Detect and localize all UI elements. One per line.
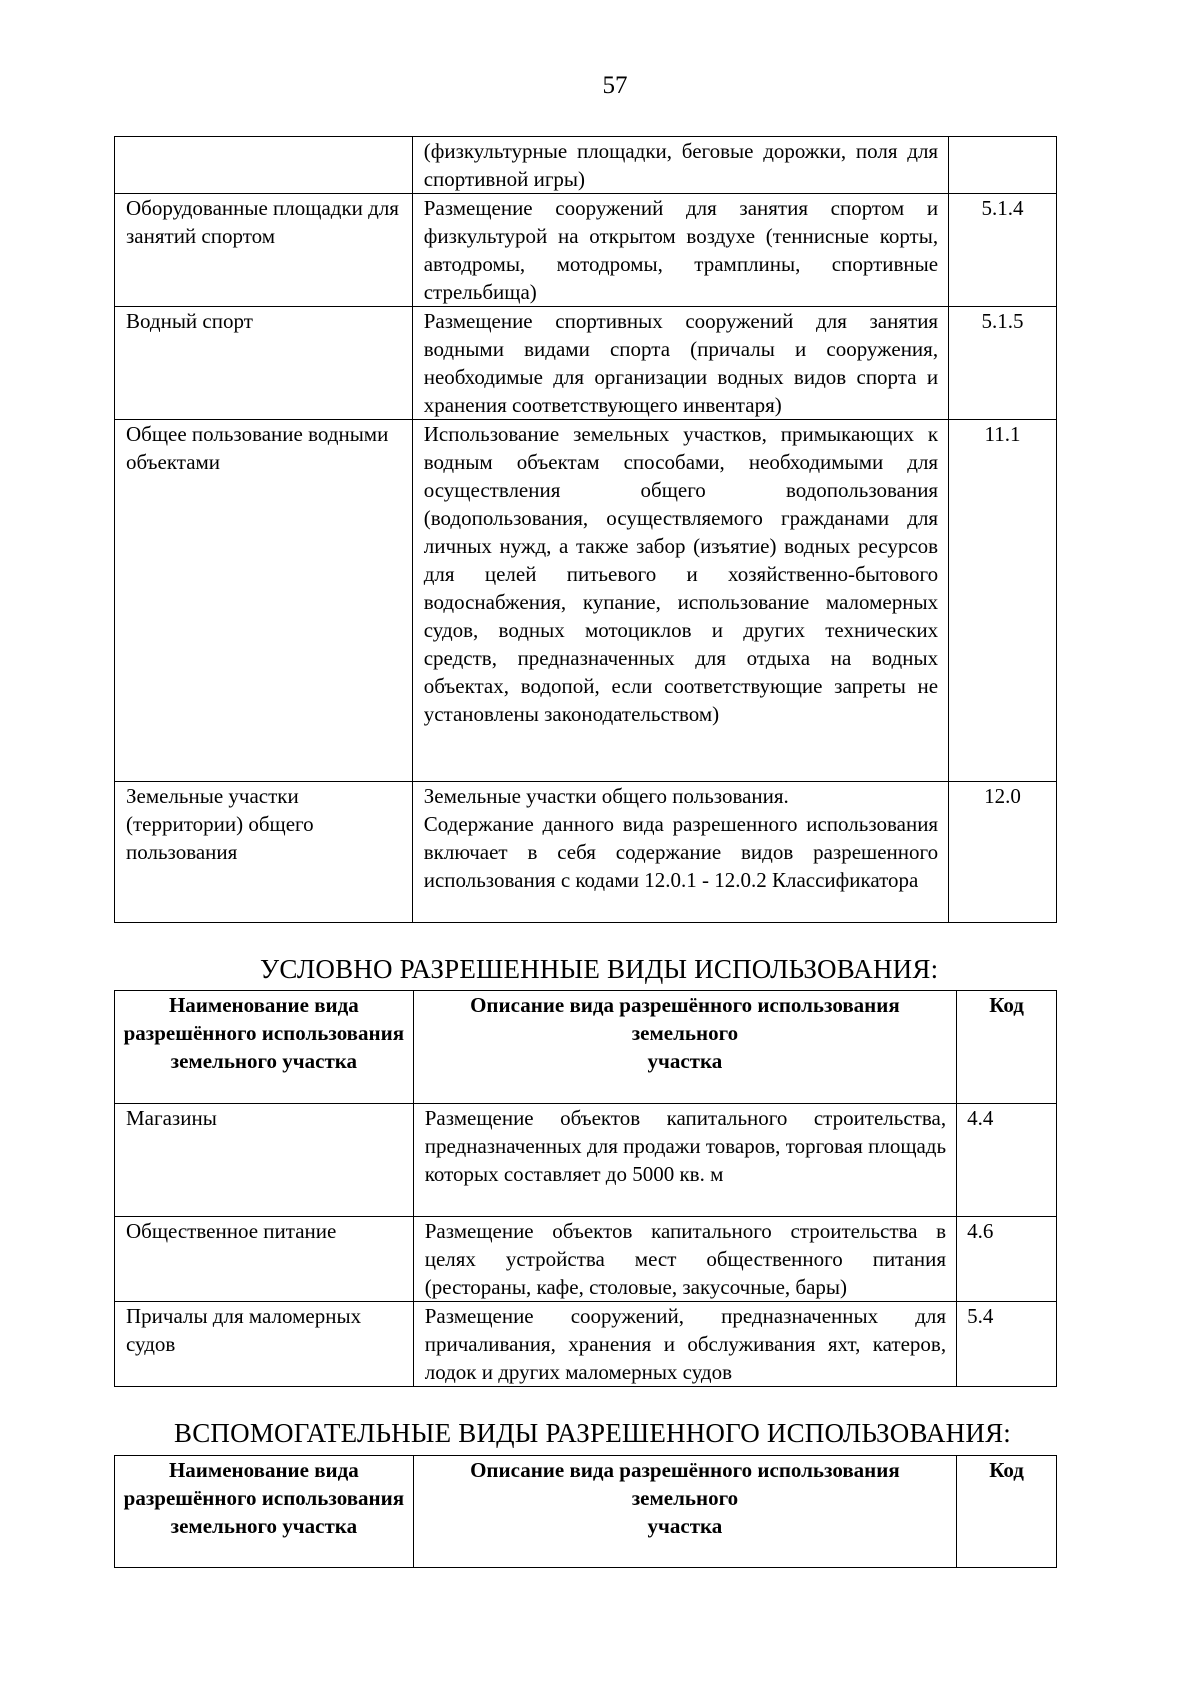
conditional-table [114,990,1057,1387]
use-description: Размещение объектов капитального строительства, предназначенных для продажи товаров, торговая площадь которых составляет до 5000 кв. м [413,1104,956,1217]
use-code: 5.1.4 [949,194,1057,307]
use-name: Земельные участки (территории) общего пользования [115,782,413,923]
use-description-line: Содержание данного вида разрешенного использования включает в себя содержание видов разрешенного использования с кодами 12.0.1 - 12.0.2 Классификатора [423,812,939,892]
header-code: Код [957,991,1057,1104]
use-description-line: Земельные участки общего пользования. [423,784,789,808]
table-header-row [115,991,1057,1104]
table-row [115,420,1057,782]
header-name: Наименование вида разрешённого использования земельного участка [115,991,414,1104]
header-code: Код [957,1456,1057,1568]
use-code: 4.4 [957,1104,1057,1217]
header-description [413,991,956,1104]
use-name: Водный спорт [115,307,413,420]
header-description-line: участка [647,1514,723,1538]
main-table [114,136,1057,923]
use-description: Размещение сооружений для занятия спортом и физкультурой на открытом воздухе (теннисные корты, автодромы, мотодромы, трамплины, спортивные стрельбища) [412,194,948,307]
section-title-auxiliary: ВСПОМОГАТЕЛЬНЫЕ ВИДЫ РАЗРЕШЕННОГО ИСПОЛЬЗОВАНИЯ: [174,1418,1011,1448]
table-row [115,137,1057,194]
use-code: 11.1 [949,420,1057,782]
use-code [949,137,1057,194]
use-name: Общественное питание [115,1217,414,1302]
use-name: Причалы для маломерных судов [115,1302,414,1387]
use-code: 4.6 [957,1217,1057,1302]
use-code: 5.4 [957,1302,1057,1387]
use-name: Магазины [115,1104,414,1217]
page-number: 57 [602,72,628,99]
use-code: 5.1.5 [949,307,1057,420]
use-description: Размещение спортивных сооружений для занятия водными видами спорта (причалы и сооружения, необходимые для организации водных видов спорта и хранения соответствующего инвентаря) [412,307,948,420]
use-code: 12.0 [949,782,1057,923]
use-name [115,137,413,194]
table-row [115,1302,1057,1387]
header-description-line: участка [647,1049,723,1073]
table-row [115,307,1057,420]
table-row [115,194,1057,307]
table-row [115,782,1057,923]
use-description: Размещение объектов капитального строительства в целях устройства мест общественного питания (рестораны, кафе, столовые, закусочные, бары) [413,1217,956,1302]
use-description: (физкультурные площадки, беговые дорожки, поля для спортивной игры) [412,137,948,194]
table-row [115,1104,1057,1217]
header-description [413,1456,956,1568]
auxiliary-table [114,1455,1057,1568]
use-description: Использование земельных участков, примыкающих к водным объектам способами, необходимыми для осуществления общего водопользования (водопользования, осуществляемого гражданами для личных нужд, а также забор (изъятие) водных ресурсов для целей питьевого и хозяйственно-бытового водоснабжения, купание, использование маломерных судов, водных мотоциклов и других технических средств, предназначенных для отдыха на водных объектах, водопой, если соответствующие запреты не установлены законодательством) [412,420,948,782]
use-name: Оборудованные площадки для занятий спортом [115,194,413,307]
header-name: Наименование вида разрешённого использования земельного участка [115,1456,414,1568]
use-name: Общее пользование водными объектами [115,420,413,782]
use-description [412,782,948,923]
table-row [115,1217,1057,1302]
use-description: Размещение сооружений, предназначенных для причаливания, хранения и обслуживания яхт, катеров, лодок и других маломерных судов [413,1302,956,1387]
table-header-row [115,1456,1057,1568]
header-description-line: Описание вида разрешённого использования земельного [470,1458,900,1510]
header-description-line: Описание вида разрешённого использования земельного [470,993,900,1045]
section-title-conditional: УСЛОВНО РАЗРЕШЕННЫЕ ВИДЫ ИСПОЛЬЗОВАНИЯ: [260,954,939,984]
